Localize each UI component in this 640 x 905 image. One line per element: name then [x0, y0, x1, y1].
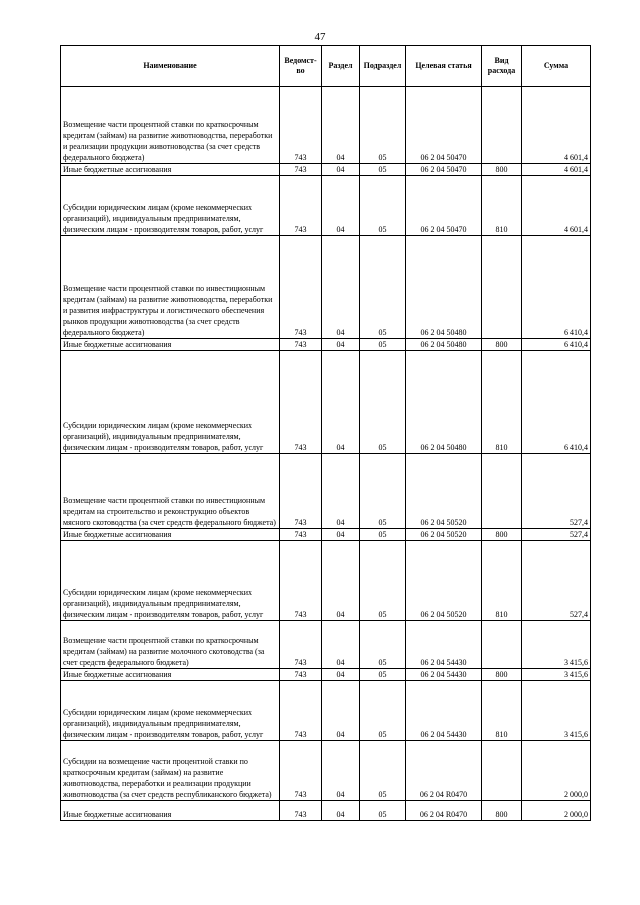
row-target: 06 2 04 54430 [406, 681, 482, 741]
row-section: 04 [322, 454, 360, 529]
table-row [61, 339, 591, 351]
row-dept: 743 [280, 339, 322, 351]
table-header [61, 46, 591, 87]
row-target: 06 2 04 54430 [406, 621, 482, 669]
row-dept: 743 [280, 669, 322, 681]
row-name: Иные бюджетные ассигнования [61, 801, 280, 821]
row-expense-type: 800 [482, 669, 522, 681]
row-amount: 3 415,6 [522, 681, 591, 741]
row-dept: 743 [280, 164, 322, 176]
row-target: 06 2 04 50470 [406, 164, 482, 176]
row-amount: 527,4 [522, 454, 591, 529]
row-name: Иные бюджетные ассигнования [61, 529, 280, 541]
table-row [61, 164, 591, 176]
row-name: Возмещение части процентной ставки по краткосрочным кредитам (займам) на развитие животноводства, переработки и реализации продукции животноводства (за счет средств федерального бюджета) [61, 87, 280, 164]
table-row [61, 741, 591, 801]
row-amount: 3 415,6 [522, 669, 591, 681]
row-expense-type: 810 [482, 176, 522, 236]
row-target: 06 2 04 R0470 [406, 741, 482, 801]
row-subsection: 05 [360, 741, 406, 801]
row-amount: 3 415,6 [522, 621, 591, 669]
row-dept: 743 [280, 801, 322, 821]
table-row [61, 454, 591, 529]
row-dept: 743 [280, 741, 322, 801]
row-expense-type [482, 621, 522, 669]
row-subsection: 05 [360, 164, 406, 176]
row-amount: 2 000,0 [522, 741, 591, 801]
row-dept: 743 [280, 621, 322, 669]
table-row [61, 669, 591, 681]
row-section: 04 [322, 621, 360, 669]
row-section: 04 [322, 541, 360, 621]
table-row [61, 236, 591, 339]
row-amount: 6 410,4 [522, 236, 591, 339]
row-expense-type [482, 454, 522, 529]
row-section: 04 [322, 681, 360, 741]
table-row [61, 87, 591, 164]
row-target: 06 2 04 R0470 [406, 801, 482, 821]
row-subsection: 05 [360, 541, 406, 621]
row-name: Субсидии юридическим лицам (кроме некоммерческих организаций), индивидуальным предпринимателям, физическим лицам - производителям товаров, работ, услуг [61, 351, 280, 454]
row-subsection: 05 [360, 176, 406, 236]
row-expense-type: 810 [482, 351, 522, 454]
row-name: Иные бюджетные ассигнования [61, 669, 280, 681]
page-number: 47 [314, 31, 326, 43]
row-name: Субсидии на возмещение части процентной ставки по краткосрочным кредитам (займам) на развитие животноводства, переработки и реализации продукции животноводства (за счет средств республиканского бюджета) [61, 741, 280, 801]
row-amount: 527,4 [522, 529, 591, 541]
header-target: Целевая статья [406, 46, 482, 87]
row-section: 04 [322, 339, 360, 351]
row-name: Возмещение части процентной ставки по инвестиционным кредитам (займам) на развитие животноводства, переработки и развития инфраструктуры и логистического обеспечения рынков продукции животноводства (за счет средств федерального бюджета) [61, 236, 280, 339]
row-amount: 6 410,4 [522, 339, 591, 351]
row-subsection: 05 [360, 339, 406, 351]
header-section: Раздел [322, 46, 360, 87]
row-expense-type: 810 [482, 681, 522, 741]
table-row [61, 351, 591, 454]
header-amount: Сумма [522, 46, 591, 87]
row-target: 06 2 04 50470 [406, 176, 482, 236]
row-subsection: 05 [360, 801, 406, 821]
row-subsection: 05 [360, 529, 406, 541]
row-amount: 4 601,4 [522, 87, 591, 164]
row-name: Возмещение части процентной ставки по краткосрочным кредитам (займам) на развитие молочного скотоводства (за счет средств федерального бюджета) [61, 621, 280, 669]
row-amount: 527,4 [522, 541, 591, 621]
row-dept: 743 [280, 351, 322, 454]
row-target: 06 2 04 54430 [406, 669, 482, 681]
row-target: 06 2 04 50480 [406, 351, 482, 454]
row-target: 06 2 04 50520 [406, 529, 482, 541]
row-subsection: 05 [360, 351, 406, 454]
table-row [61, 529, 591, 541]
row-name: Возмещение части процентной ставки по инвестиционным кредитам на строительство и реконструкцию объектов мясного скотоводства (за счет средств федерального бюджета) [61, 454, 280, 529]
table-row [61, 176, 591, 236]
row-subsection: 05 [360, 681, 406, 741]
row-expense-type [482, 236, 522, 339]
row-name: Субсидии юридическим лицам (кроме некоммерческих организаций), индивидуальным предпринимателям, физическим лицам - производителям товаров, работ, услуг [61, 541, 280, 621]
header-name: Наименование [61, 46, 280, 87]
row-amount: 2 000,0 [522, 801, 591, 821]
row-dept: 743 [280, 454, 322, 529]
row-section: 04 [322, 351, 360, 454]
row-amount: 6 410,4 [522, 351, 591, 454]
row-name: Иные бюджетные ассигнования [61, 339, 280, 351]
row-expense-type [482, 87, 522, 164]
row-subsection: 05 [360, 236, 406, 339]
row-dept: 743 [280, 87, 322, 164]
row-dept: 743 [280, 681, 322, 741]
row-section: 04 [322, 741, 360, 801]
table-row [61, 541, 591, 621]
row-section: 04 [322, 87, 360, 164]
row-name: Иные бюджетные ассигнования [61, 164, 280, 176]
row-subsection: 05 [360, 87, 406, 164]
row-amount: 4 601,4 [522, 164, 591, 176]
row-expense-type: 800 [482, 164, 522, 176]
table-row [61, 681, 591, 741]
row-section: 04 [322, 801, 360, 821]
row-section: 04 [322, 236, 360, 339]
row-target: 06 2 04 50520 [406, 454, 482, 529]
row-expense-type: 800 [482, 801, 522, 821]
row-name: Субсидии юридическим лицам (кроме некоммерческих организаций), индивидуальным предпринимателям, физическим лицам - производителям товаров, работ, услуг [61, 681, 280, 741]
row-section: 04 [322, 669, 360, 681]
row-dept: 743 [280, 529, 322, 541]
row-target: 06 2 04 50480 [406, 236, 482, 339]
row-expense-type: 810 [482, 541, 522, 621]
budget-table [60, 45, 591, 821]
row-section: 04 [322, 164, 360, 176]
row-subsection: 05 [360, 621, 406, 669]
row-expense-type: 800 [482, 529, 522, 541]
table-row [61, 801, 591, 821]
header-dept: Ведомст-во [280, 46, 322, 87]
header-expense-type: Вид расхода [482, 46, 522, 87]
header-subsection: Подраздел [360, 46, 406, 87]
row-target: 06 2 04 50480 [406, 339, 482, 351]
table-row [61, 621, 591, 669]
row-target: 06 2 04 50520 [406, 541, 482, 621]
row-dept: 743 [280, 176, 322, 236]
row-subsection: 05 [360, 669, 406, 681]
row-subsection: 05 [360, 454, 406, 529]
row-section: 04 [322, 529, 360, 541]
row-expense-type [482, 741, 522, 801]
row-dept: 743 [280, 236, 322, 339]
row-target: 06 2 04 50470 [406, 87, 482, 164]
row-section: 04 [322, 176, 360, 236]
row-amount: 4 601,4 [522, 176, 591, 236]
table-body [61, 87, 591, 821]
row-dept: 743 [280, 541, 322, 621]
row-name: Субсидии юридическим лицам (кроме некоммерческих организаций), индивидуальным предпринимателям, физическим лицам - производителям товаров, работ, услуг [61, 176, 280, 236]
row-expense-type: 800 [482, 339, 522, 351]
